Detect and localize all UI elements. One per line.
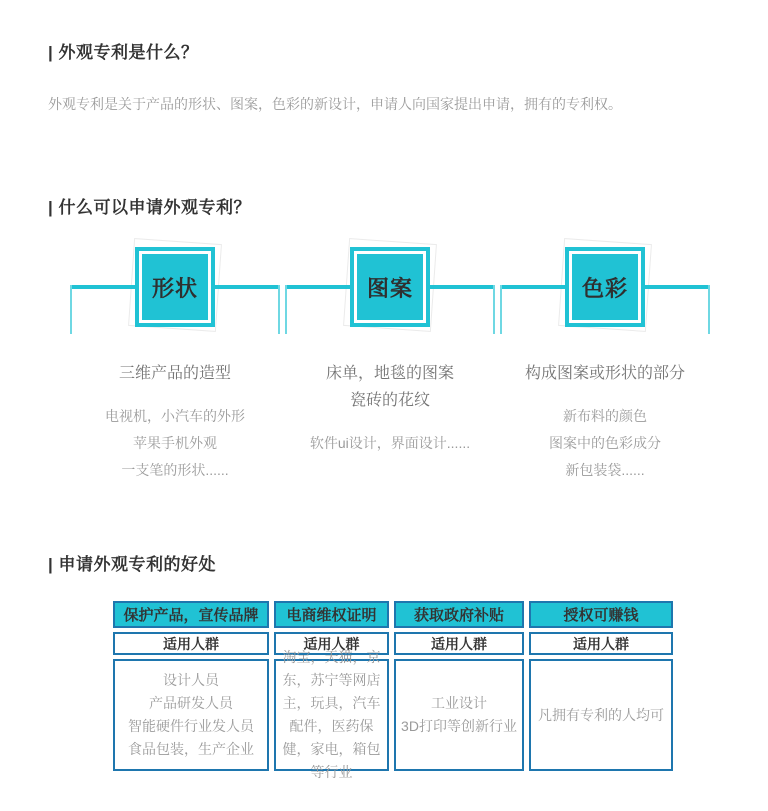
diagram-segment-color: [500, 238, 710, 344]
section-what-is: [48, 38, 720, 115]
shape-box-label: 形状: [142, 254, 208, 320]
caption-column-shape: [70, 360, 280, 484]
body-line: 设计人员: [163, 672, 219, 688]
caption-details: [500, 403, 710, 484]
table-header-cell: 获取政府补贴: [394, 601, 524, 628]
timeline-diagram: [70, 238, 710, 344]
body-line: 产品研发人员: [149, 695, 233, 711]
caption-detail-line: 苹果手机外观: [133, 435, 217, 451]
body-line: 食品包装，生产企业: [128, 741, 254, 757]
table-body-cell: [529, 659, 673, 771]
body-text: 淘宝，天猫，京东，苏宁等网店主，玩具，汽车配件，医药保健，家电，箱包等行业: [282, 649, 381, 780]
section-what-can-apply: [48, 193, 720, 484]
audience-cell: 适用人群: [113, 632, 269, 655]
audience-cell: 适用人群: [274, 632, 389, 655]
timeline-tick-right: [708, 285, 710, 334]
caption-detail-line: 软件ui设计，界面设计......: [309, 435, 471, 451]
section-benefits: [48, 550, 720, 780]
audience-cell: 适用人群: [529, 632, 673, 655]
body-text: 凡拥有专利的人均可: [538, 706, 664, 723]
shape-box: [135, 247, 215, 327]
timeline-tick-left: [285, 285, 287, 334]
what-is-paragraph: 外观专利是关于产品的形状、图案，色彩的新设计，申请人向国家提出申请，拥有的专利权。: [48, 96, 622, 112]
caption-title-line: 瓷砖的花纹: [349, 392, 430, 409]
benefits-table: [113, 601, 720, 780]
diagram-captions: [70, 360, 710, 484]
body-line: 智能硬件行业发人员: [128, 718, 254, 734]
caption-column-pattern: [285, 360, 495, 484]
caption-detail-line: 电视机，小汽车的外形: [105, 408, 245, 424]
caption-title-line: 构成图案或形状的部分: [524, 365, 685, 382]
caption-detail-line: 一支笔的形状......: [121, 462, 229, 478]
table-body-cell: [274, 649, 389, 780]
diagram-segment-pattern: [285, 238, 495, 344]
pattern-box-label: 图案: [357, 254, 423, 320]
caption-title: [285, 360, 495, 414]
timeline-tick-left: [500, 285, 502, 334]
caption-title: [70, 360, 280, 387]
table-body-cell: [394, 659, 524, 771]
body-line: 3D打印等创新行业: [401, 718, 517, 734]
table-header-cell: 电商维权证明: [274, 601, 389, 628]
color-box-label: 色彩: [572, 254, 638, 320]
caption-title-line: 三维产品的造型: [118, 365, 231, 382]
caption-details: [285, 430, 495, 457]
caption-title: [500, 360, 710, 387]
benefits-heading: | 申请外观专利的好处: [48, 555, 216, 574]
caption-detail-line: 图案中的色彩成分: [549, 435, 661, 451]
caption-detail-line: 新包装袋......: [565, 462, 645, 478]
timeline-tick-right: [278, 285, 280, 334]
timeline-tick-right: [493, 285, 495, 334]
body-line: 工业设计: [431, 695, 487, 711]
caption-detail-line: 新布料的颜色: [563, 408, 647, 424]
timeline-tick-left: [70, 285, 72, 334]
pattern-box: [350, 247, 430, 327]
diagram-segment-shape: [70, 238, 280, 344]
what-is-heading: | 外观专利是什么？: [48, 43, 199, 62]
table-header-cell: 授权可赚钱: [529, 601, 673, 628]
table-body-cell: [113, 659, 269, 771]
color-box: [565, 247, 645, 327]
what-can-apply-heading: | 什么可以申请外观专利？: [48, 198, 251, 217]
audience-cell: 适用人群: [394, 632, 524, 655]
caption-column-color: [500, 360, 710, 484]
caption-title-line: 床单，地毯的图案: [325, 365, 454, 382]
caption-details: [70, 403, 280, 484]
table-header-cell: 保护产品，宣传品牌: [113, 601, 269, 628]
